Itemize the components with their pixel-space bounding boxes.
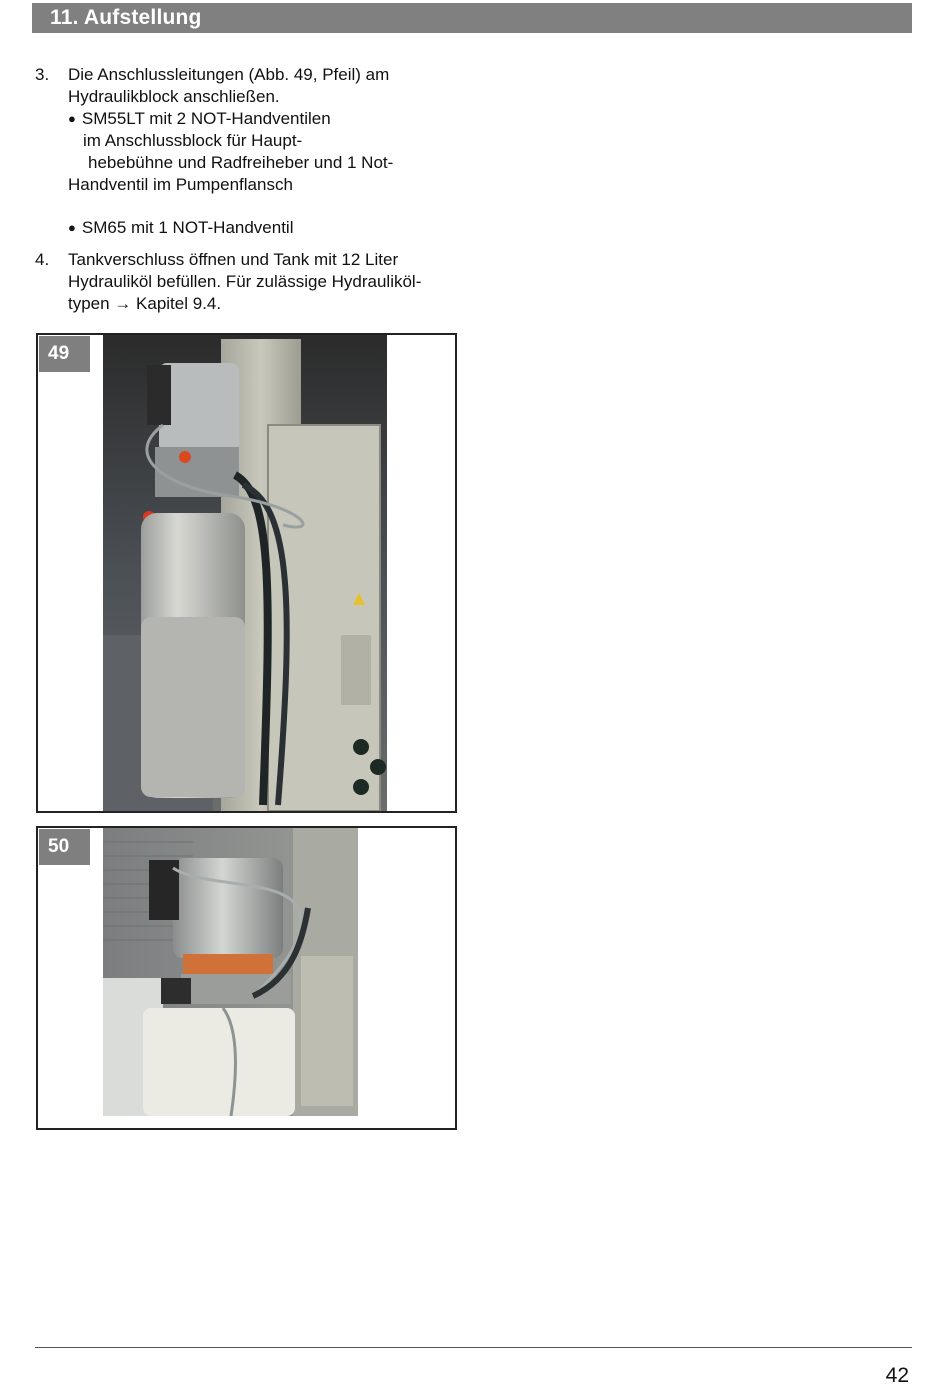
figure-49 xyxy=(36,333,457,813)
section-header-bar xyxy=(32,3,912,33)
step-number: 3. xyxy=(35,65,50,84)
step-line: Die Anschlussleitungen (Abb. 49, Pfeil) am xyxy=(68,65,390,84)
bullet-text: SM55LT mit 2 NOT-Handventilen xyxy=(81,109,331,128)
footer-divider xyxy=(35,1347,912,1348)
section-title: 11. Aufstellung xyxy=(50,6,202,29)
step-number: 4. xyxy=(35,250,50,269)
photo-pump-motor xyxy=(103,828,358,1116)
spacer xyxy=(68,196,468,217)
step-line: Handventil im Pumpenflansch xyxy=(68,175,293,194)
bullet-item xyxy=(68,217,468,239)
page-number: 42 xyxy=(885,1364,909,1387)
bullet-icon xyxy=(68,109,82,128)
figure-label: 50 xyxy=(39,829,90,865)
figure-label: 49 xyxy=(39,336,90,372)
step-line: typen → Kapitel 9.4. xyxy=(68,294,222,313)
figure-50 xyxy=(36,826,457,1130)
bullet-icon xyxy=(68,218,82,237)
step-line: im Anschlussblock für Haupt- xyxy=(83,131,303,150)
step-line: Hydraulikblock anschließen. xyxy=(68,87,280,106)
step-line: hebebühne und Radfreiheber und 1 Not- xyxy=(88,153,394,172)
step-text xyxy=(68,64,468,239)
photo-hydraulic-unit-tank xyxy=(103,335,387,811)
step-line: Tankverschluss öffnen und Tank mit 12 Liter xyxy=(68,250,399,269)
step-text xyxy=(68,249,468,315)
bullet-text: SM65 mit 1 NOT-Handventil xyxy=(81,218,294,237)
photo-illustration xyxy=(103,828,358,1116)
step-line: Hydrauliköl befüllen. Für zulässige Hydrauliköl- xyxy=(68,272,422,291)
photo-illustration xyxy=(103,335,387,811)
bullet-item xyxy=(68,108,468,130)
